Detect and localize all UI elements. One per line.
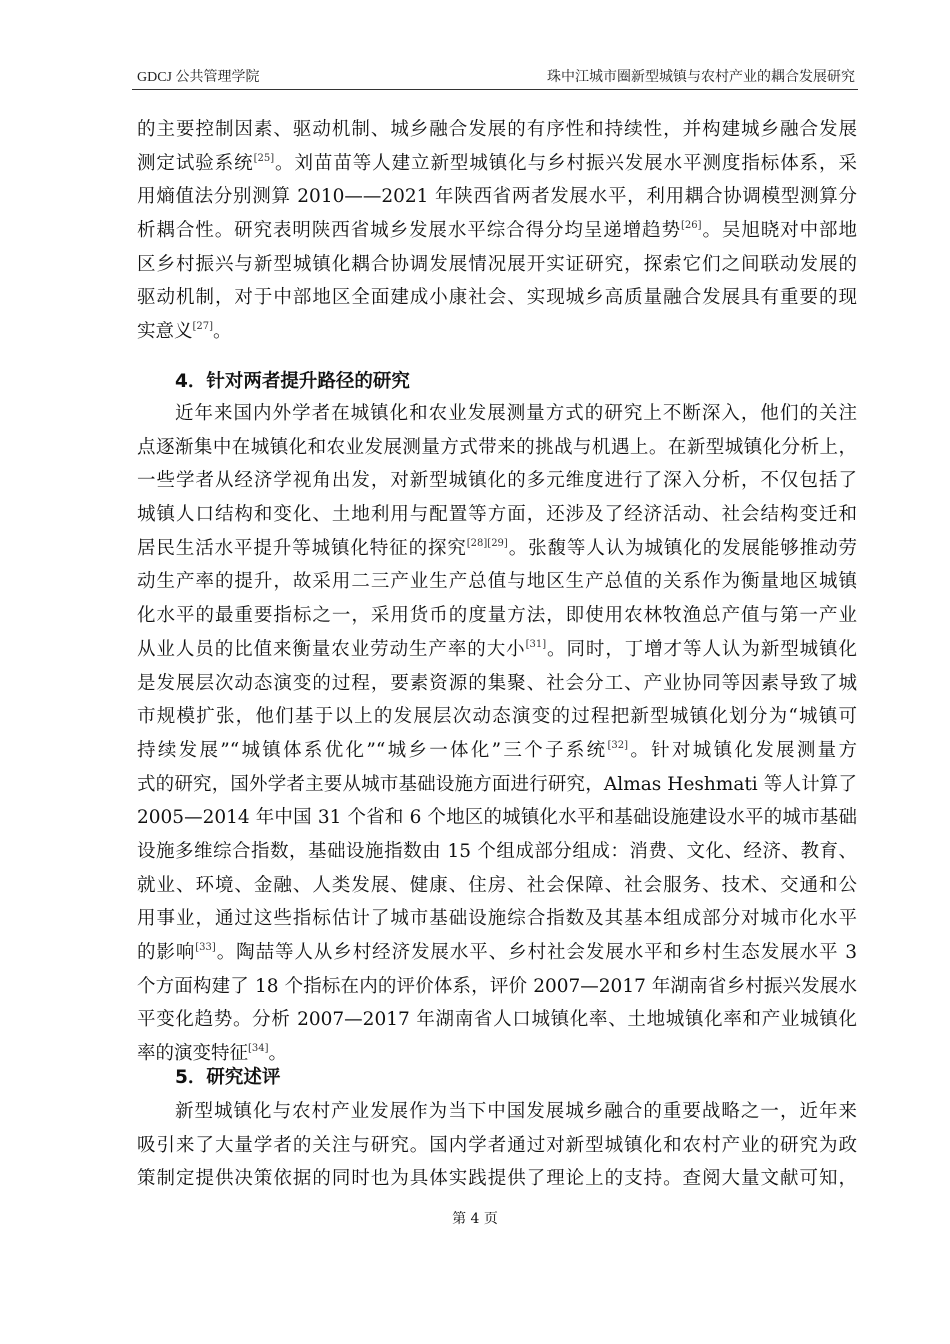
text-line bbox=[137, 902, 857, 936]
text-segment: 新型城镇化与农村产业发展作为当下中国发展城乡融合的重要战略之一，近年来 bbox=[175, 1101, 857, 1122]
text-segment: 用熵值法分别测算 2010——2021 年陕西省两者发展水平，利用耦合协调模型测算分 bbox=[137, 186, 857, 208]
text-line bbox=[137, 1162, 857, 1196]
text-segment: 2005—2014 年中国 31 个省和 6 个地区的城镇化水平和基础设施建设水平的城市基础 bbox=[137, 807, 857, 829]
text-line bbox=[137, 1129, 857, 1163]
text-segment: 率的演变特征 bbox=[137, 1043, 249, 1065]
citation-ref: [32] bbox=[607, 739, 629, 751]
citation-ref: [34] bbox=[248, 1043, 269, 1055]
text-segment: 策制定提供决策依据的同时也为具体实践提供了理论上的支持。查阅大量文献可知， bbox=[137, 1168, 857, 1190]
text-line bbox=[137, 700, 857, 734]
section-4-body bbox=[137, 397, 857, 1071]
header-institution: GDCJ 公共管理学院 bbox=[137, 70, 260, 85]
header-title: 珠中江城市圈新型城镇与农村产业的耦合发展研究 bbox=[547, 70, 855, 85]
text-line bbox=[137, 1003, 857, 1037]
text-segment: 。张馥等人认为城镇化的发展能够推动劳 bbox=[507, 537, 857, 559]
citation-ref: [31] bbox=[525, 638, 547, 650]
text-line bbox=[137, 113, 857, 147]
text-segment: 。陶喆等人从乡村经济发展水平、乡村社会发展水平和乡村生态发展水平 3 bbox=[215, 942, 857, 963]
text-segment: 一些学者从经济学视角出发，对新型城镇化的多元维度进行了深入分析，不仅包括了 bbox=[137, 470, 857, 492]
citation-ref: [26] bbox=[681, 220, 702, 232]
text-segment: 个方面构建了 18 个指标在内的评价体系，评价 2007—2017 年湖南省乡村振兴发展水 bbox=[137, 975, 857, 997]
text-line bbox=[137, 734, 857, 768]
text-line bbox=[137, 869, 857, 903]
text-line bbox=[137, 970, 857, 1004]
text-line bbox=[137, 180, 857, 214]
text-segment: 析耦合性。研究表明陕西省城乡发展水平综合得分均呈递增趋势 bbox=[137, 220, 682, 242]
text-line bbox=[137, 498, 857, 532]
citation-ref: [28][29] bbox=[466, 537, 508, 549]
text-segment: 区乡村振兴与新型城镇化耦合协调发展情况展开实证研究，探索它们之间联动发展的 bbox=[137, 253, 857, 275]
text-line bbox=[137, 431, 857, 465]
text-segment: 点逐渐集中在城镇化和农业发展测量方式带来的挑战与机遇上。在新型城镇化分析上， bbox=[137, 436, 857, 458]
text-segment: 就业、环境、金融、人类发展、健康、住房、社会保障、社会服务、技术、交通和公 bbox=[137, 874, 857, 896]
text-segment: 近年来国内外学者在城镇化和农业发展测量方式的研究上不断深入，他们的关注 bbox=[175, 403, 857, 424]
text-segment: 城镇人口结构和变化、土地利用与配置等方面，还涉及了经济活动、社会结构变迁和 bbox=[137, 504, 857, 526]
text-line bbox=[137, 214, 857, 248]
text-segment: 设施多维综合指数，基础设施指数由 15 个组成部分组成：消费、文化、经济、教育、 bbox=[137, 840, 857, 862]
citation-ref: [33] bbox=[195, 942, 216, 953]
citation-ref: [25] bbox=[253, 152, 275, 164]
text-segment: 。 bbox=[268, 1043, 288, 1065]
citation-ref: [27] bbox=[192, 321, 214, 333]
section-5-body bbox=[137, 1095, 857, 1196]
text-segment: 平变化趋势。分析 2007—2017 年湖南省人口城镇化率、土地城镇化率和产业城镇化 bbox=[137, 1009, 857, 1031]
text-line bbox=[137, 147, 857, 181]
header-divider bbox=[132, 89, 858, 90]
text-segment: 是发展层次动态演变的过程，要素资源的集聚、社会分工、产业协同等因素导致了城 bbox=[137, 672, 857, 694]
text-line bbox=[137, 599, 857, 633]
text-line bbox=[137, 801, 857, 835]
text-segment: 。同时，丁增才等人认为新型城镇化 bbox=[546, 638, 857, 660]
text-segment: 居民生活水平提升等城镇化特征的探究 bbox=[137, 537, 467, 559]
section-4-heading: 4．针对两者提升路径的研究 bbox=[175, 371, 410, 392]
text-segment: 。针对城镇化发展测量方 bbox=[628, 739, 857, 761]
text-line bbox=[137, 936, 857, 970]
section-5-heading: 5．研究述评 bbox=[175, 1067, 281, 1088]
page-number: 第 4 页 bbox=[452, 1211, 498, 1227]
text-segment: 持续发展”“城镇体系优化”“城乡一体化”三个子系统 bbox=[137, 739, 608, 761]
text-line bbox=[137, 667, 857, 701]
text-segment: 的主要控制因素、驱动机制、城乡融合发展的有序性和持续性，并构建城乡融合发展 bbox=[137, 119, 857, 140]
text-segment: 。 bbox=[213, 321, 232, 343]
text-segment: 。吴旭晓对中部地 bbox=[701, 220, 857, 242]
text-line bbox=[137, 633, 857, 667]
text-segment: 用事业，通过这些指标估计了城市基础设施综合指数及其基本组成部分对城市化水平 bbox=[137, 908, 857, 930]
text-line bbox=[137, 1095, 857, 1129]
text-line bbox=[137, 464, 857, 498]
text-segment: 市规模扩张，他们基于以上的发展层次动态演变的过程把新型城镇化划分为“城镇可 bbox=[137, 706, 857, 728]
text-line bbox=[137, 565, 857, 599]
text-segment: 式的研究，国外学者主要从城市基础设施方面进行研究，Almas Heshmati 等人计算了 bbox=[137, 773, 857, 795]
text-segment: 。刘苗苗等人建立新型城镇化与乡村振兴发展水平测度指标体系，采 bbox=[274, 152, 857, 174]
text-line bbox=[137, 532, 857, 566]
text-line bbox=[137, 281, 857, 315]
text-segment: 化水平的最重要指标之一，采用货币的度量方法，即使用农林牧渔总产值与第一产业 bbox=[137, 605, 857, 627]
text-segment: 从业人员的比值来衡量农业劳动生产率的大小 bbox=[137, 638, 526, 660]
text-line bbox=[137, 315, 857, 349]
text-segment: 吸引来了大量学者的关注与研究。国内学者通过对新型城镇化和农村产业的研究为政 bbox=[137, 1134, 857, 1156]
text-line bbox=[137, 397, 857, 431]
text-line bbox=[137, 248, 857, 282]
text-segment: 测定试验系统 bbox=[137, 152, 254, 174]
text-segment: 动生产率的提升，故采用二三产业生产总值与地区生产总值的关系作为衡量地区城镇 bbox=[137, 571, 857, 593]
text-segment: 驱动机制，对于中部地区全面建成小康社会、实现城乡高质量融合发展具有重要的现 bbox=[137, 287, 857, 309]
text-segment: 实意义 bbox=[137, 321, 193, 343]
paragraph-1 bbox=[137, 113, 857, 349]
text-line bbox=[137, 768, 857, 802]
text-line bbox=[137, 835, 857, 869]
text-segment: 的影响 bbox=[137, 942, 196, 963]
